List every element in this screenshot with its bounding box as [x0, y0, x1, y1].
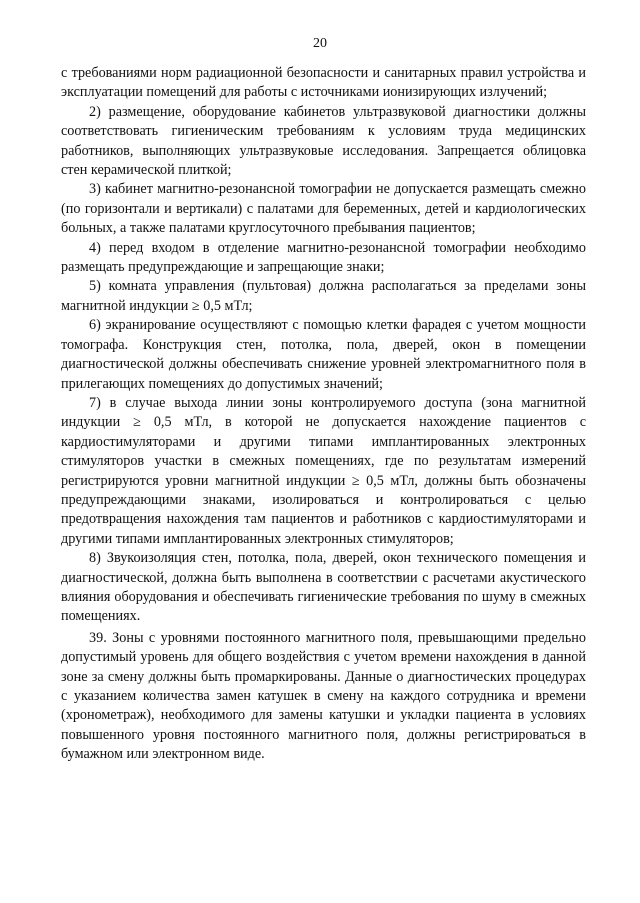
paragraph-item-4: 4) перед входом в отделение магнитно-резонансной томографии необходимо размещать предупреждающие и запрещающие знаки; [61, 239, 586, 276]
paragraph-item-6: 6) экранирование осуществляют с помощью клетки фарадея с учетом мощности томографа. Конструкция стен, потолка, пола, дверей, окон в помещении диагностической должны обеспечивать снижение уровней электромагнитного поля в прилегающих помещениях до допустимых значений; [61, 317, 586, 392]
paragraph-continuation: с требованиями норм радиационной безопасности и санитарных правил устройства и эксплуатации помещений для работы с источниками ионизирующих излучений; [61, 65, 586, 101]
paragraph-item-3: 3) кабинет магнитно-резонансной томографии не допускается размещать смежно (по горизонтали и вертикали) с палатами для беременных, детей и кардиологических больных, а также палатами круглосуточного пребывания пациентов; [61, 181, 586, 237]
paragraph-item-2: 2) размещение, оборудование кабинетов ультразвуковой диагностики должны соответствовать гигиеническим требованиям к условиям труда медицинских работников, выполняющих ультразвуковые исследования. Запрещается облицовка стен керамической плиткой; [61, 103, 586, 179]
paragraph-clause-39: 39. Зоны с уровнями постоянного магнитного поля, превышающими предельно допустимый уровень для общего воздействия с учетом времени нахождения в данной зоне за смену должны быть промаркированы. Данные о диагностических процедурах с указанием количества замен катушек в смену на каждого сотрудника и времени (хронометраж), необходимого для замены катушки и укладки пациента в условиях повышенного уровня постоянного магнитного поля, должны регистрироваться в бумажном или электронном виде. [61, 629, 586, 763]
paragraph-item-8: 8) Звукоизоляция стен, потолка, пола, дверей, окон технического помещения и диагностической, должна быть выполнена в соответствии с расчетами акустического влияния оборудования и обеспечивать гигиенические требования по шуму в смежных помещениях. [61, 550, 586, 625]
document-body [61, 64, 586, 765]
paragraph-item-5: 5) комната управления (пультовая) должна располагаться за пределами зоны магнитной индукции ≥ 0,5 мТл; [61, 278, 586, 314]
paragraph-item-7: 7) в случае выхода линии зоны контролируемого доступа (зона магнитной индукции ≥ 0,5 мТл, в которой не допускается нахождение пациентов с кардиостимуляторами и другими типами имплантированных электронных стимуляторов участки в смежных помещениях, где по результатам измерений регистрируются уровни магнитной индукции ≥ 0,5 мТл, должны быть обозначены предупреждающими знаками, изолироваться и контролироваться с целью предотвращения нахождения там пациентов и работников с кардиостимуляторами и другими типами имплантированных электронных стимуляторов; [61, 394, 586, 547]
page-number: 20 [313, 36, 327, 51]
